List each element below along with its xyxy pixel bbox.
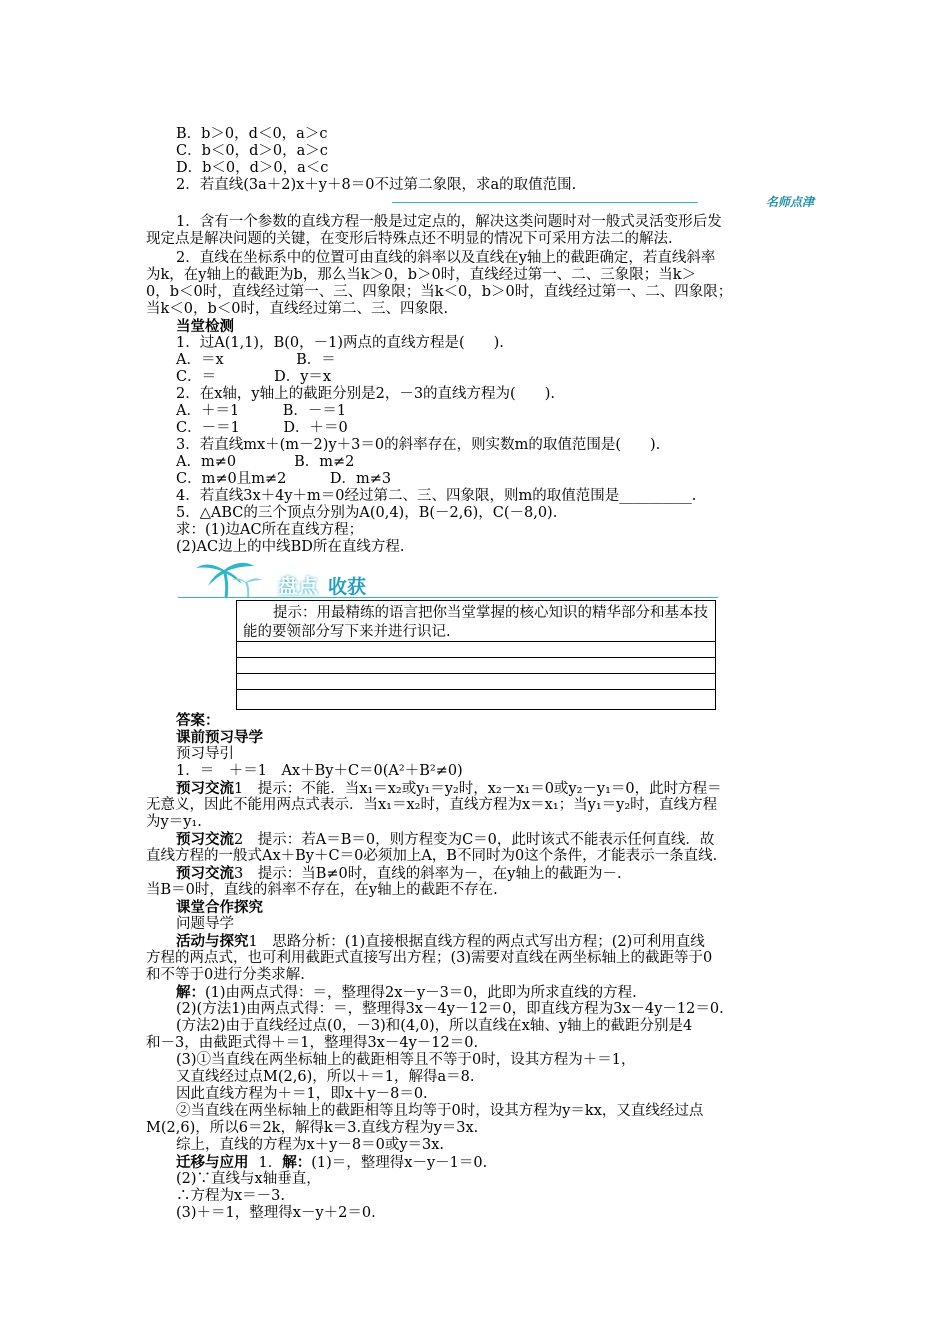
option-d: D．b＜0，d＞0，a＜c	[176, 160, 329, 176]
solution-6: 因此直线方程为＋＝1，即x＋y－8＝0.	[176, 1086, 428, 1102]
check-q3-cd: C．m≠0且m≠2 D．m≠3	[176, 471, 392, 487]
option-c: C．b＜0，d＞0，a＞c	[176, 143, 328, 159]
notes-line	[237, 641, 715, 642]
section-heading-check: 当堂检测	[176, 318, 234, 335]
coop-heading: 课堂合作探究	[176, 899, 263, 916]
tip-2-line-3: 0，b＜0时，直线经过第一、三、四象限；当k＜0，b＞0时，直线经过第一、二、四象限；	[146, 284, 733, 300]
migration-2: (2)∵直线与x轴垂直，	[176, 1171, 321, 1187]
solution-7: ②当直线在两坐标轴上的截距相等且均等于0时，设其方程为y＝kx，又直线经过点	[176, 1103, 704, 1119]
migration-1	[176, 1154, 487, 1172]
tip-2-line-2: 为k，在y轴上的截距为b，那么当k＞0，b＞0时，直线经过第一、二、三象限；当k＞	[146, 267, 697, 283]
question-2: 2．若直线(3a＋2)x＋y＋8＝0不过第二象限，求a的取值范围.	[176, 177, 577, 193]
check-q1: 1．过A(1,1)，B(0，－1)两点的直线方程是( ).	[176, 335, 504, 351]
preview-guide-heading: 预习导引	[176, 746, 234, 762]
text: (1)＝，整理得x－y－1＝0.	[311, 1155, 488, 1171]
summary-hint: 提示：用最精练的语言把你当堂掌握的核心知识的精华部分和基本技能的要领部分写下来并进行识记.	[243, 605, 708, 640]
palm-tree-icon	[178, 558, 274, 598]
summary-title-1: 盘点	[278, 576, 318, 598]
banner-title: 名师点津	[765, 195, 814, 209]
preview-exchange-2	[176, 831, 714, 849]
preview-exchange-3	[176, 865, 622, 883]
notes-line	[237, 657, 715, 658]
check-q4: 4．若直线3x＋4y＋m＝0经过第二、三、四象限，则m的取值范围是__________.	[176, 488, 697, 504]
banner-rule	[392, 202, 698, 203]
activity-1-line-2: 方程的两点式，也可利用截距式直接写出方程；(3)需要对直线在两坐标轴上的截距等于0	[146, 950, 713, 966]
check-q2-cd: C．－＝1 D．＋＝0	[176, 420, 348, 436]
check-q5-part2: (2)AC边上的中线BD所在直线方程.	[176, 539, 405, 555]
check-q5: 5．△ABC的三个顶点分别为A(0,4)，B(－2,6)，C(－8,0).	[176, 505, 558, 521]
solution-1	[176, 984, 637, 1002]
text: 3 提示：当B≠0时，直线的斜率为－，在y轴上的截距为－.	[234, 866, 622, 882]
tip-1-line-2: 现定点是解决问题的关键，在变形后特殊点还不明显的情况下可采用方法二的解法.	[146, 231, 673, 247]
answers-heading: 答案：	[176, 712, 220, 729]
solution-4: (3)①当直线在两坐标轴上的截距相等且不等于0时，设其方程为＋＝1，	[176, 1052, 636, 1068]
label-bold: 活动与探究	[176, 933, 249, 950]
label-bold: 预习交流	[176, 780, 234, 797]
text: (1)由两点式得：＝，整理得2x－y－3＝0，此即为所求直线的方程.	[205, 985, 637, 1001]
solution-5: 又直线经过点M(2,6)，所以＋＝1，解得a＝8.	[176, 1069, 475, 1085]
text: 2 提示：若A＝B＝0，则方程变为C＝0，此时该式不能表示任何直线．故	[234, 832, 715, 848]
problem-guide-heading: 问题导学	[176, 916, 234, 932]
preview-heading: 课前预习导学	[176, 729, 263, 746]
check-q3: 3．若直线mx＋(m－2)y＋3＝0的斜率存在，则实数m的取值范围是( ).	[176, 437, 661, 453]
solution-7-line-2: M(2,6)，所以6＝2k，解得k＝3.直线方程为y＝3x.	[146, 1120, 479, 1136]
check-q2-ab: A．＋＝1 B．－＝1	[176, 403, 347, 419]
text: 1 思路分析：(1)直接根据直线方程的两点式写出方程；(2)可利用直线	[248, 934, 705, 950]
tips-banner	[392, 195, 814, 209]
preview-answer-1: 1．＝ ＋＝1 Ax＋By＋C＝0(A²＋B²≠0)	[176, 763, 463, 779]
check-q1-cd: C．＝ D．y＝x	[176, 369, 332, 385]
preview-exchange-1-line-3: 为y＝y₁.	[146, 814, 202, 830]
text: 1．	[258, 1155, 283, 1171]
label-bold: 解：	[282, 1154, 312, 1171]
migration-4: (3)＋＝1，整理得x－y＋2＝0.	[176, 1205, 376, 1221]
label-bold: 预习交流	[176, 865, 234, 882]
tip-1-line-1: 1．含有一个参数的直线方程一般是过定点的，解决这类问题时对一般式灵活变形后发	[176, 214, 722, 230]
migration-3: ∴方程为x＝－3.	[176, 1188, 286, 1204]
text: 1 提示：不能．当x₁＝x₂或y₁＝y₂时，x₂－x₁＝0或y₂－y₁＝0，此时方程＝	[234, 781, 722, 797]
preview-exchange-2-line-2: 直线方程的一般式Ax＋By＋C＝0必须加上A，B不同时为0这个条件，才能表示一条直线.	[146, 848, 718, 864]
preview-exchange-1-line-2: 无意义，因此不能用两点式表示．当x₁＝x₂时，直线方程为x＝x₁；当y₁＝y₂时，直线方程	[146, 797, 718, 813]
check-q3-ab: A．m≠0 B．m≠2	[176, 454, 355, 470]
preview-exchange-3-line-2: 当B＝0时，直线的斜率不存在，在y轴上的截距不存在.	[146, 882, 498, 898]
summary-title-2: 收获	[328, 577, 367, 598]
summary-rule	[178, 597, 718, 598]
activity-1-line-3: 和不等于0进行分类求解.	[146, 967, 305, 983]
notes-line	[237, 673, 715, 674]
solution-8: 综上，直线的方程为x＋y－8＝0或y＝3x.	[176, 1137, 445, 1153]
check-q1-ab: A．＝x B．＝	[176, 352, 336, 368]
notes-line	[237, 689, 715, 690]
solution-2: (2)(方法1)由两点式得：＝，整理得3x－4y－12＝0，即直线方程为3x－4y－12＝0.	[176, 1001, 724, 1017]
solution-3: (方法2)由于直线经过点(0，－3)和(4,0)，所以直线在x轴、y轴上的截距分别是4	[176, 1018, 693, 1034]
tip-2-line-1: 2．直线在坐标系中的位置可由直线的斜率以及直线在y轴上的截距确定，若直线斜率	[176, 250, 716, 266]
solution-3-line-2: 和－3，由截距式得＋＝1，整理得3x－4y－12＝0.	[146, 1035, 479, 1051]
label-bold: 解：	[176, 984, 205, 1001]
activity-1	[176, 933, 705, 951]
check-q2: 2．在x轴，y轴上的截距分别是2，－3的直线方程为( ).	[176, 386, 555, 402]
tip-2-line-4: 当k＜0，b＜0时，直线经过第二、三、四象限.	[146, 301, 449, 317]
option-b: B．b＞0，d＜0，a＞c	[176, 126, 328, 142]
check-q5-part1: 求：(1)边AC所在直线方程；	[176, 522, 364, 538]
preview-exchange-1	[176, 780, 722, 798]
label-bold: 迁移与应用	[176, 1154, 249, 1171]
label-bold: 预习交流	[176, 831, 234, 848]
summary-notes-box	[236, 600, 716, 710]
summary-banner	[178, 558, 718, 598]
